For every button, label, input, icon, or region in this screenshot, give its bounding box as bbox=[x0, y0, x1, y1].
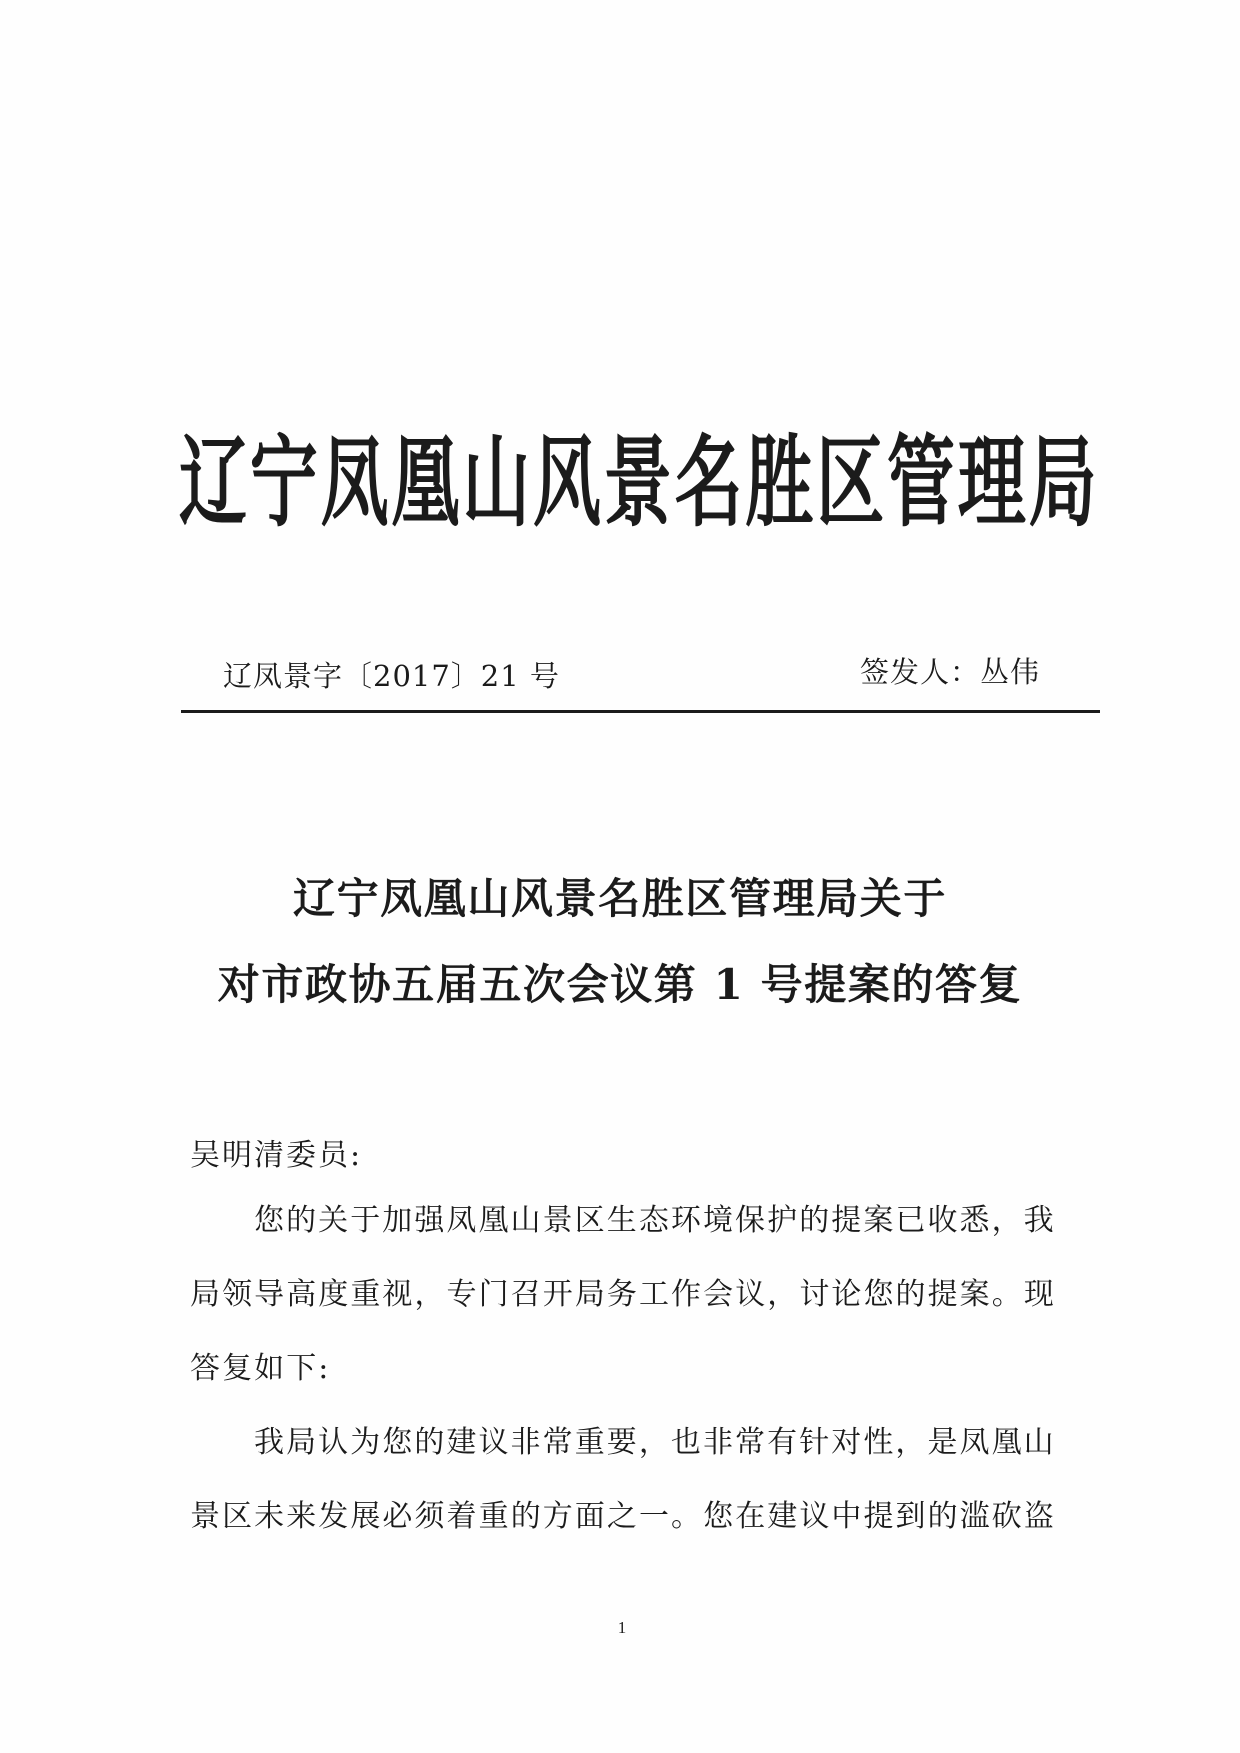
subject-heading bbox=[0, 874, 1240, 1010]
body-line: 您的关于加强凤凰山景区生态环境保护的提案已收悉，我 bbox=[254, 1203, 1056, 1238]
subject-line-2: 对市政协五届五次会议第 1 号提案的答复 bbox=[217, 960, 1023, 1009]
header-divider bbox=[181, 710, 1100, 713]
salutation: 吴明清委员: bbox=[190, 1138, 363, 1173]
body-line: 答复如下: bbox=[190, 1351, 331, 1386]
subject-line-1: 辽宁凤凰山风景名胜区管理局关于 bbox=[292, 874, 947, 923]
letterhead-title: 辽宁凤凰山风景名胜区管理局 bbox=[179, 425, 1100, 541]
body-line: 我局认为您的建议非常重要，也非常有针对性，是凤凰山 bbox=[254, 1425, 1056, 1460]
page-number: 1 bbox=[617, 1618, 627, 1637]
document-number: 辽凤景字〔2017〕21 号 bbox=[223, 659, 560, 693]
signer bbox=[860, 652, 1040, 692]
signer-label: 签发人： bbox=[860, 655, 981, 689]
body-line: 景区未来发展必须着重的方面之一。您在建议中提到的滥砍盗 bbox=[190, 1499, 1056, 1534]
signer-name: 丛伟 bbox=[980, 655, 1041, 689]
body-line: 局领导高度重视，专门召开局务工作会议，讨论您的提案。现 bbox=[190, 1277, 1056, 1312]
body-text bbox=[190, 1184, 1056, 1554]
